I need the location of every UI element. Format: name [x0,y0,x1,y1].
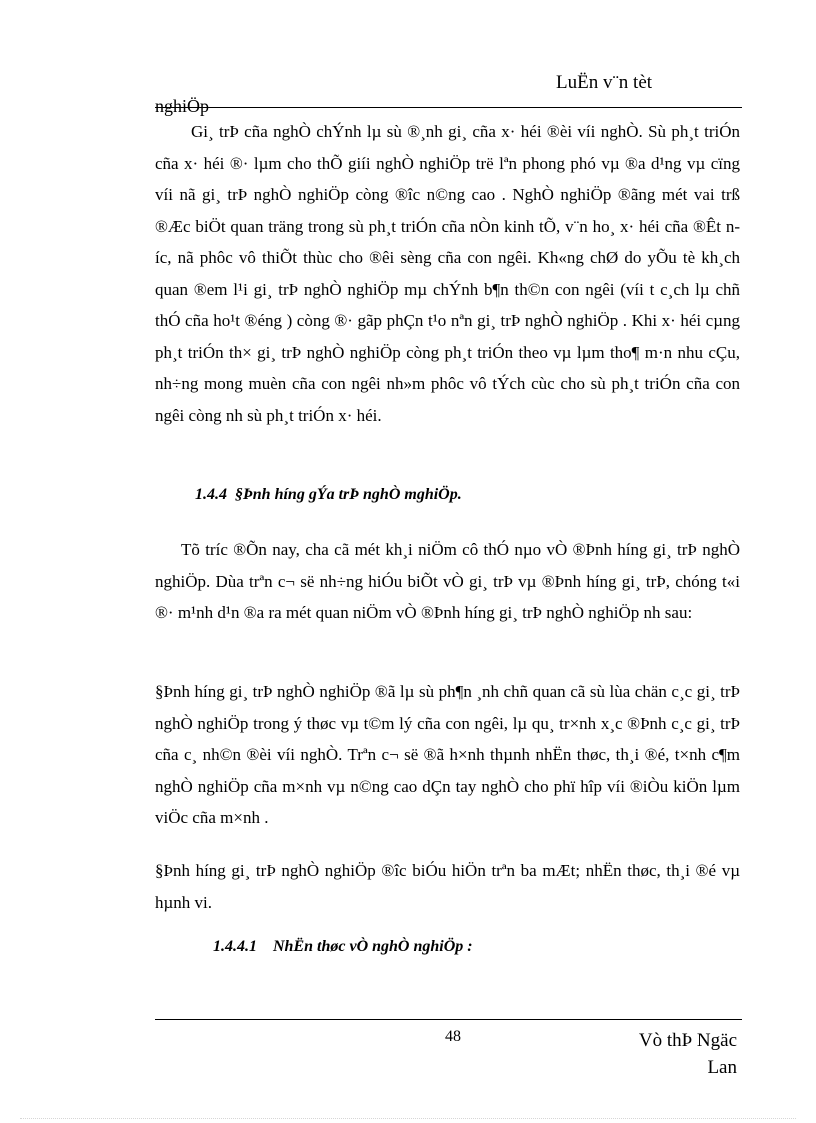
header-divider [155,107,742,108]
footer-author-line-2: Lan [707,1057,737,1078]
section-heading-1-4-4-1: 1.4.4.1 NhËn thøc vÒ nghÒ nghiÖp : [213,938,473,955]
footer-author [639,1027,737,1081]
footer-author-line-1: Vò thÞ Ngäc [638,1030,737,1051]
body-paragraph-4: §Þnh híng gi¸ trÞ nghÒ nghiÖp ®îc biÓu hiÖn trªn ba mÆt; nhËn thøc, th¸i ®é vµ hµnh vi. [155,861,740,912]
body-paragraph-3: §Þnh híng gi¸ trÞ nghÒ nghiÖp ®ã lµ sù ph¶n ¸nh chñ quan cã sù lùa chän c¸c gi¸ trÞ nghÒ nghiÖp trong ý thøc vµ t©m lý cña con ngêi, lµ qu¸ tr×nh x¸c ®Þnh c¸c gi¸ trÞ cña c¸ nh©n ®èi víi nghÒ. Trªn c¬ së ®ã h×nh thµnh nhËn thøc, th¸i ®é, t×nh c¶m nghÒ nghiÖp cña m×nh vµ n©ng cao dÇn tay nghÒ cho phï hîp víi ®iÒu kiÖn lµm viÖc cña m×nh . [155,682,740,827]
footer-divider [155,1019,742,1020]
page-bottom-edge [20,1118,796,1119]
section-heading-1-4-4: 1.4.4 §Þnh híng gÝa trÞ nghÒ mghiÖp. [195,486,462,503]
header-title-continuation: nghiÖp [155,96,209,116]
header-title: LuËn v¨n tèt [556,72,653,93]
page-number: 48 [445,1028,461,1045]
body-paragraph-2: Tõ tríc ®Õn nay, cha cã mét kh¸i niÖm cô thÓ nµo vÒ ®Þnh híng gi¸ trÞ nghÒ nghiÖp. Dùa trªn c¬ së nh÷ng hiÓu biÕt vÒ gi¸ trÞ vµ ®Þnh híng gi¸ trÞ, chóng t«i ®· m¹nh d¹n ®a ra mét quan niÖm vÒ ®Þnh híng gi¸ trÞ nghÒ nghiÖp nh sau: [155,540,740,622]
body-paragraph-1: Gi¸ trÞ cña nghÒ chÝnh lµ sù ®¸nh gi¸ cña x· héi ®èi víi nghÒ. Sù ph¸t triÓn cña x· héi ®· lµm cho thÕ giíi nghÒ nghiÖp trë lªn phong phó vµ ®a d¹ng vµ cïng víi nã gi¸ trÞ nghÒ nghiÖp còng ®îc n©ng cao . NghÒ nghiÖp ®ãng mét vai trß ®Æc biÖt quan träng trong sù ph¸t triÓn cña nÒn kinh tÕ, v¨n ho¸ x· héi cña ®Êt níc, nã phôc vô thiÕt thùc cho ®êi sèng cña con ngêi. Kh«ng chØ do yÕu tè kh¸ch quan ®em l¹i gi¸ trÞ nghÒ nghiÖp mµ chÝnh b¶n th©n con ngêi (víi t c¸ch lµ chñ thÓ cña ho¹t ®éng ) còng ®· gãp phÇn t¹o nªn gi¸ trÞ nghÒ nghiÖp . Khi x· héi cµng ph¸t triÓn th× gi¸ trÞ nghÒ nghiÖp còng ph¸t triÓn theo vµ lµm tho¶ m·n nhu cÇu, nh÷ng mong muèn cña con ngêi nh»m phôc vô tÝch cùc cho sù ph¸t triÓn cña con ngêi còng nh sù ph¸t triÓn x· héi. [155,122,740,425]
